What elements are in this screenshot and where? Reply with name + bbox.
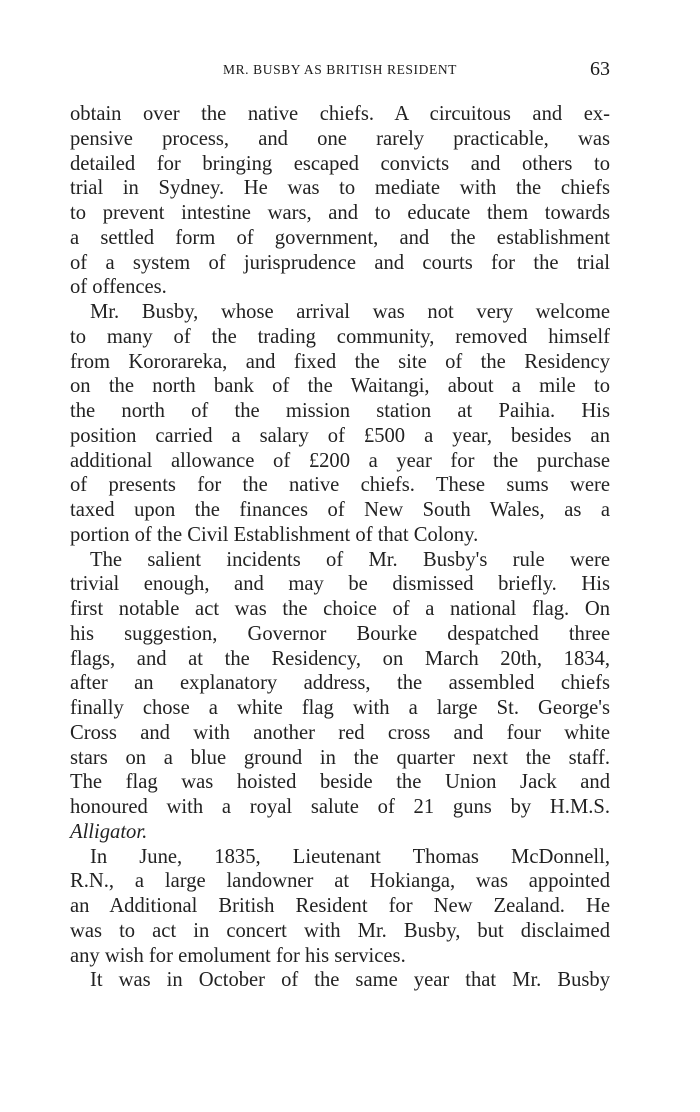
paragraph <box>70 548 610 845</box>
text-line: of presents for the native chiefs. These sums were <box>70 474 610 497</box>
text-line: The salient incidents of Mr. Busby's rule were <box>90 548 610 571</box>
text-line: any wish for emolument for his services. <box>70 944 406 967</box>
running-title: MR. BUSBY AS BRITISH RESIDENT <box>222 62 458 77</box>
text-line: taxed upon the finances of New South Wales, as a <box>70 499 610 521</box>
text-line: In June, 1835, Lieutenant Thomas McDonnell, <box>90 845 610 868</box>
text-line: a settled form of government, and the establishment <box>70 226 610 249</box>
text-line: of a system of jurisprudence and courts for the trial <box>70 251 610 274</box>
text-line: position carried a salary of £500 a year, besides an <box>70 424 610 447</box>
text-line: R.N., a large landowner at Hokianga, was appointed <box>70 870 610 893</box>
text-line: flags, and at the Residency, on March 20th, 1834, <box>70 647 610 670</box>
text-line: trial in Sydney. He was to mediate with the chiefs <box>70 177 610 200</box>
text-line: to prevent intestine wars, and to educate them towards <box>70 202 610 224</box>
text-line: Mr. Busby, whose arrival was not very welcome <box>90 301 610 323</box>
text-line: trivial enough, and may be dismissed briefly. His <box>70 573 610 596</box>
text-line: additional allowance of £200 a year for the purchase <box>70 449 610 472</box>
ship-name-line: Alligator. <box>70 820 148 843</box>
text-line: to many of the trading community, removed himself <box>70 325 610 348</box>
text-line: his suggestion, Governor Bourke despatched three <box>70 622 610 645</box>
text-line: detailed for bringing escaped convicts and others to <box>70 152 610 175</box>
text-line: Cross and with another red cross and four white <box>70 721 610 744</box>
text-line: It was in October of the same year that Mr. Busby <box>90 969 610 992</box>
text-line: was to act in concert with Mr. Busby, but disclaimed <box>70 919 610 942</box>
text-line: portion of the Civil Establishment of that Colony. <box>70 523 479 546</box>
text-line: after an explanatory address, the assembled chiefs <box>70 672 610 695</box>
page-number: 63 <box>590 58 610 80</box>
text-line: The flag was hoisted beside the Union Jack and <box>70 771 610 794</box>
text-line: honoured with a royal salute of 21 guns by H.M.S. <box>70 796 610 818</box>
text-line: from Kororareka, and fixed the site of the Residency <box>70 350 610 373</box>
text-line: the north of the mission station at Paihia. His <box>70 400 610 422</box>
paragraph <box>70 102 610 300</box>
text-line: obtain over the native chiefs. A circuitous and ex- <box>70 103 610 125</box>
text-line: on the north bank of the Waitangi, about a mile to <box>70 375 610 398</box>
running-head <box>70 60 610 86</box>
text-line: an Additional British Resident for New Zealand. He <box>70 895 610 917</box>
paragraph <box>70 845 610 969</box>
text-line: finally chose a white flag with a large St. George's <box>70 697 610 719</box>
text-line: first notable act was the choice of a national flag. On <box>70 598 610 620</box>
text-line: pensive process, and one rarely practicable, was <box>70 127 610 150</box>
paragraph <box>70 968 610 993</box>
paragraph <box>70 300 610 548</box>
body-text <box>70 102 610 993</box>
text-line: stars on a blue ground in the quarter next the staff. <box>70 746 610 769</box>
text-line: of offences. <box>70 276 167 299</box>
